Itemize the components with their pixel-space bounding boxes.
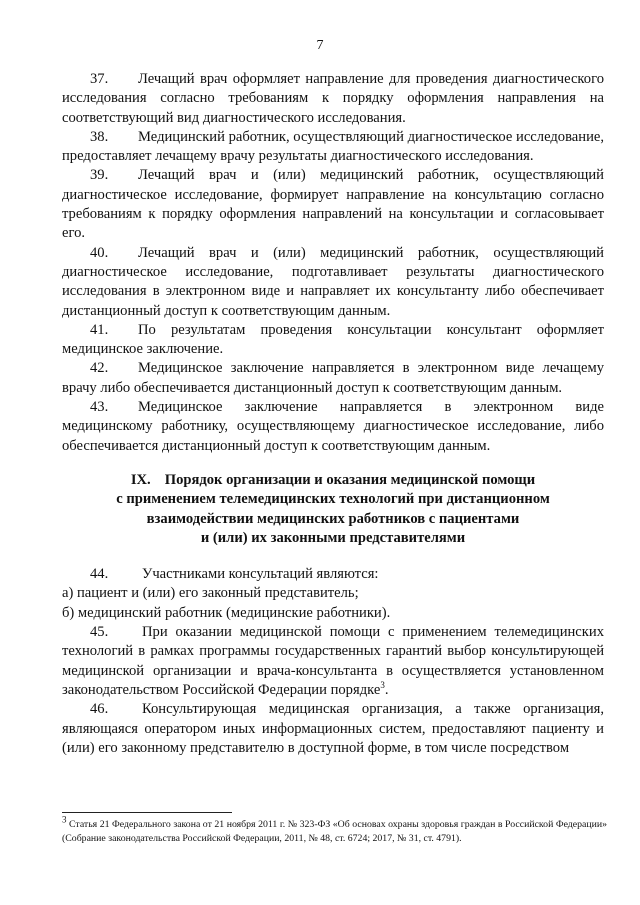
paragraph-text: Медицинский работник, осуществляющий диагностическое исследование, предоставляет лечащему врачу результаты диагностического исследования. — [62, 128, 604, 165]
paragraph-number: 38. — [90, 128, 109, 145]
paragraph-text: Лечащий врач и (или) медицинский работник, осуществляющий диагностическое исследование, подготавливает результаты диагностического исследования в электронном виде и направляет их консультанту либо обеспечивает дистанционный доступ к соответствующим данным. — [62, 244, 604, 319]
section-roman-numeral: IX. — [130, 471, 151, 488]
paragraph-number: 40. — [90, 244, 109, 261]
paragraph-text: По результатам проведения консультации консультант оформляет медицинское заключение. — [62, 321, 604, 358]
paragraph-45 — [62, 623, 604, 700]
paragraph-tail: . — [384, 681, 389, 698]
paragraph-number: 39. — [90, 167, 109, 184]
paragraph-number: 45. — [90, 624, 109, 641]
document-body — [62, 70, 604, 758]
section-heading — [62, 471, 604, 548]
footnote-mark: 3 — [62, 814, 67, 825]
paragraph-number: 43. — [90, 399, 109, 416]
list-item-a: а) пациент и (или) его законный представитель; — [62, 585, 359, 602]
paragraph-39 — [62, 166, 604, 243]
paragraph-38 — [62, 128, 604, 167]
paragraph-44 — [62, 565, 604, 584]
page-number: 7 — [316, 38, 324, 53]
footnote-text: Статья 21 Федерального закона от 21 ноября 2011 г. № 323-ФЗ «Об основах охраны здоровья граждан в Российской Федерации» (Собрание законодательства Российской Федерации, 2011, № 48, ст. 6724; 2017, № 31, ст. 4791). — [62, 819, 607, 844]
paragraph-text: Лечащий врач оформляет направление для проведения диагностического исследования согласно требованиям к порядку оформления направления на соответствующий вид диагностического исследования. — [62, 71, 604, 126]
paragraph-text: Участниками консультаций являются: — [142, 566, 379, 583]
section-title-part: Порядок организации и оказания медицинской помощи — [164, 471, 536, 488]
footnote — [62, 814, 607, 846]
footnote-reference[interactable]: 3 — [380, 680, 385, 691]
paragraph-number: 44. — [90, 566, 109, 583]
paragraph-text: Медицинское заключение направляется в электронном виде медицинскому работнику, осуществляющему диагностическое исследование, либо обеспечивается дистанционный доступ к соответствующим данным. — [62, 399, 604, 454]
section-heading-line-1 — [62, 471, 604, 490]
section-heading-line-2: с применением телемедицинских технологий при дистанционном — [116, 491, 550, 508]
paragraph-41 — [62, 321, 604, 360]
paragraph-number: 37. — [90, 71, 109, 87]
section-heading-line-4: и (или) их законными представителями — [200, 529, 466, 546]
paragraph-text: Консультирующая медицинская организация, а также организация, являющаяся оператором иных информационных систем, предоставляют пациенту и (или) его законному представителю в доступной форме, в том числе посредством — [62, 701, 604, 756]
paragraph-text: Медицинское заключение направляется в электронном виде лечащему врачу либо обеспечивается дистанционный доступ к соответствующим данным. — [62, 360, 604, 396]
paragraph-43 — [62, 398, 604, 456]
paragraph-number: 46. — [90, 701, 109, 718]
paragraph-46 — [62, 700, 604, 758]
paragraph-42 — [62, 359, 604, 398]
paragraph-text: Лечащий врач и (или) медицинский работник, осуществляющий диагностическое исследование, формирует направление на консультацию согласно требованиям к порядку оформления направлений на консультации и согласовывает его. — [62, 167, 604, 242]
footnote-divider — [62, 812, 232, 813]
section-heading-line-3: взаимодействии медицинских работников с пациентами — [146, 510, 520, 527]
paragraph-text: При оказании медицинской помощи с применением телемедицинских технологий в рамках программы государственных гарантий выбор консультирующей медицинской организации и врача-консультанта в осуществляется установленном законодательством Российской Федерации порядке — [62, 624, 604, 698]
list-item-b: б) медицинский работник (медицинские работники). — [62, 604, 391, 621]
paragraph-number: 41. — [90, 321, 109, 338]
paragraph-number: 42. — [90, 360, 109, 377]
paragraph-37 — [62, 70, 604, 128]
paragraph-40 — [62, 244, 604, 321]
